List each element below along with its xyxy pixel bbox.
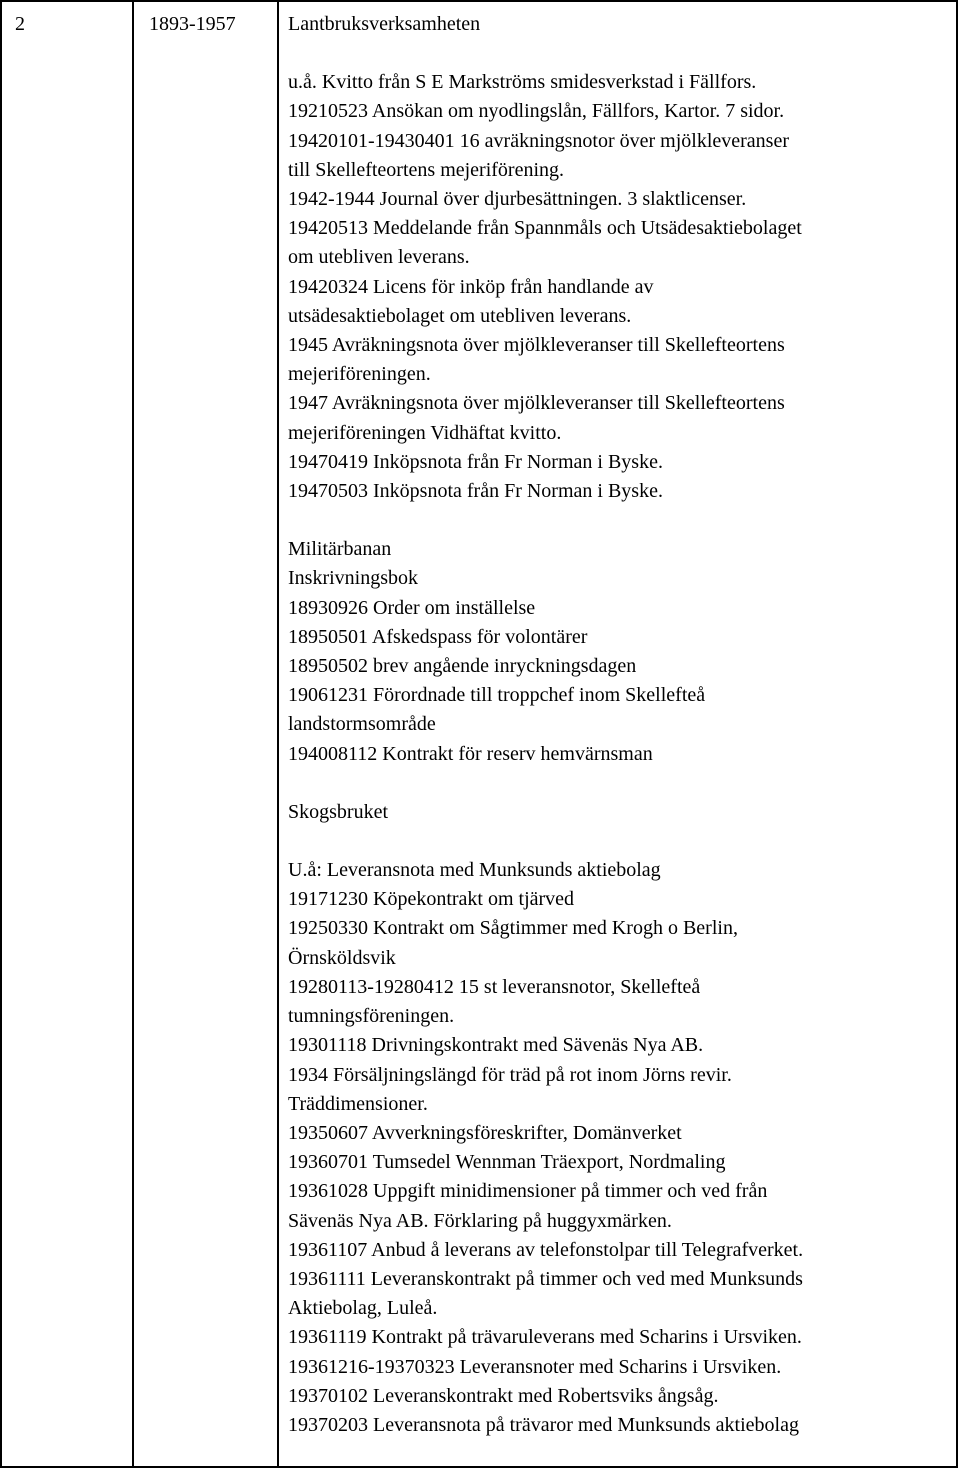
list-item: 19061231 Förordnade till troppchef inom Skellefteå bbox=[288, 684, 706, 707]
list-item: 19420101-19430401 16 avräkningsnotor över mjölkleveranser bbox=[288, 129, 790, 152]
list-item: mejeriföreningen. bbox=[288, 363, 431, 386]
list-item: mejeriföreningen Vidhäftat kvitto. bbox=[288, 421, 562, 444]
section-title-skog: Skogsbruket bbox=[288, 800, 388, 823]
list-item: 18950502 brev angående inryckningsdagen bbox=[288, 655, 637, 678]
list-item: 19370102 Leveranskontrakt med Robertsviks ångsåg. bbox=[288, 1384, 719, 1407]
list-item: u.å. Kvitto från S E Markströms smidesverkstad i Fällfors. bbox=[288, 71, 757, 94]
list-item: 1942-1944 Journal över djurbesättningen. 3 slaktlicenser. bbox=[288, 188, 747, 211]
list-item: 19361216-19370323 Leveransnoter med Scharins i Ursviken. bbox=[288, 1355, 782, 1378]
row-number: 2 bbox=[15, 13, 25, 35]
list-item: U.å: Leveransnota med Munksunds aktiebolag bbox=[288, 859, 661, 882]
section-subtitle-inskrivningsbok: Inskrivningsbok bbox=[288, 567, 418, 590]
list-item: 19301118 Drivningskontrakt med Sävenäs Nya AB. bbox=[288, 1034, 704, 1057]
row-years: 1893-1957 bbox=[149, 13, 236, 35]
list-item: 18950501 Afskedspass för volontärer bbox=[288, 625, 588, 648]
militar-list bbox=[288, 594, 946, 769]
list-item: utsädesaktiebolaget om utebliven leverans. bbox=[288, 304, 632, 327]
content bbox=[279, 2, 956, 1440]
list-item: tumningsföreningen. bbox=[288, 1005, 455, 1028]
list-item: 19361119 Kontrakt på trävaruleverans med Scharins i Ursviken. bbox=[288, 1326, 802, 1349]
list-item: om utebliven leverans. bbox=[288, 246, 470, 269]
content-cell bbox=[278, 1, 957, 1467]
list-item: Örnsköldsvik bbox=[288, 946, 396, 969]
row-title: Lantbruksverksamheten bbox=[288, 13, 481, 35]
list-item: 19420513 Meddelande från Spannmåls och Utsädesaktiebolaget bbox=[288, 217, 802, 240]
list-item: 194008112 Kontrakt för reserv hemvärnsman bbox=[288, 742, 653, 765]
list-item: Träddimensioner. bbox=[288, 1092, 428, 1115]
list-item: 19361111 Leveranskontrakt på timmer och ved med Munksunds bbox=[288, 1267, 803, 1290]
list-item: 19420324 Licens för inköp från handlande av bbox=[288, 275, 654, 298]
section-title-militar: Militärbanan bbox=[288, 538, 392, 561]
list-item: 19280113-19280412 15 st leveransnotor, Skellefteå bbox=[288, 975, 701, 998]
list-item: 19360701 Tumsedel Wennman Träexport, Nordmaling bbox=[288, 1151, 726, 1174]
list-item: 1934 Försäljningslängd för träd på rot inom Jörns revir. bbox=[288, 1063, 732, 1086]
list-item: landstormsområde bbox=[288, 713, 436, 736]
list-item: Aktiebolag, Luleå. bbox=[288, 1297, 438, 1320]
list-item: 19350607 Avverkningsföreskrifter, Domänverket bbox=[288, 1121, 682, 1144]
list-item: 19171230 Köpekontrakt om tjärved bbox=[288, 888, 575, 911]
list-item: 19370203 Leveransnota på trävaror med Munksunds aktiebolag bbox=[288, 1413, 799, 1436]
skog-list bbox=[288, 856, 946, 1440]
list-item: 19210523 Ansökan om nyodlingslån, Fällfors, Kartor. 7 sidor. bbox=[288, 100, 785, 123]
list-item: 19470503 Inköpsnota från Fr Norman i Byske. bbox=[288, 480, 663, 503]
number-cell bbox=[1, 1, 133, 1467]
years-cell bbox=[133, 1, 278, 1467]
skog-section bbox=[288, 798, 946, 1440]
list-item: 1945 Avräkningsnota över mjölkleveranser till Skellefteortens bbox=[288, 334, 785, 357]
list-item: 19361028 Uppgift minidimensioner på timmer och ved från bbox=[288, 1180, 768, 1203]
list-item: 19361107 Anbud å leverans av telefonstolpar till Telegrafverket. bbox=[288, 1238, 804, 1261]
list-item: Sävenäs Nya AB. Förklaring på huggyxmärken. bbox=[288, 1209, 672, 1232]
list-item: 1947 Avräkningsnota över mjölkleveranser till Skellefteortens bbox=[288, 392, 785, 415]
list-item: till Skellefteortens mejeriförening. bbox=[288, 158, 565, 181]
list-item: 19470419 Inköpsnota från Fr Norman i Byske. bbox=[288, 450, 663, 473]
list-item: 19250330 Kontrakt om Sågtimmer med Krogh o Berlin, bbox=[288, 917, 738, 940]
list-item: 18930926 Order om inställelse bbox=[288, 596, 536, 619]
lantbruk-list bbox=[288, 68, 946, 506]
table-row bbox=[1, 1, 957, 1467]
militar-section bbox=[288, 535, 946, 769]
